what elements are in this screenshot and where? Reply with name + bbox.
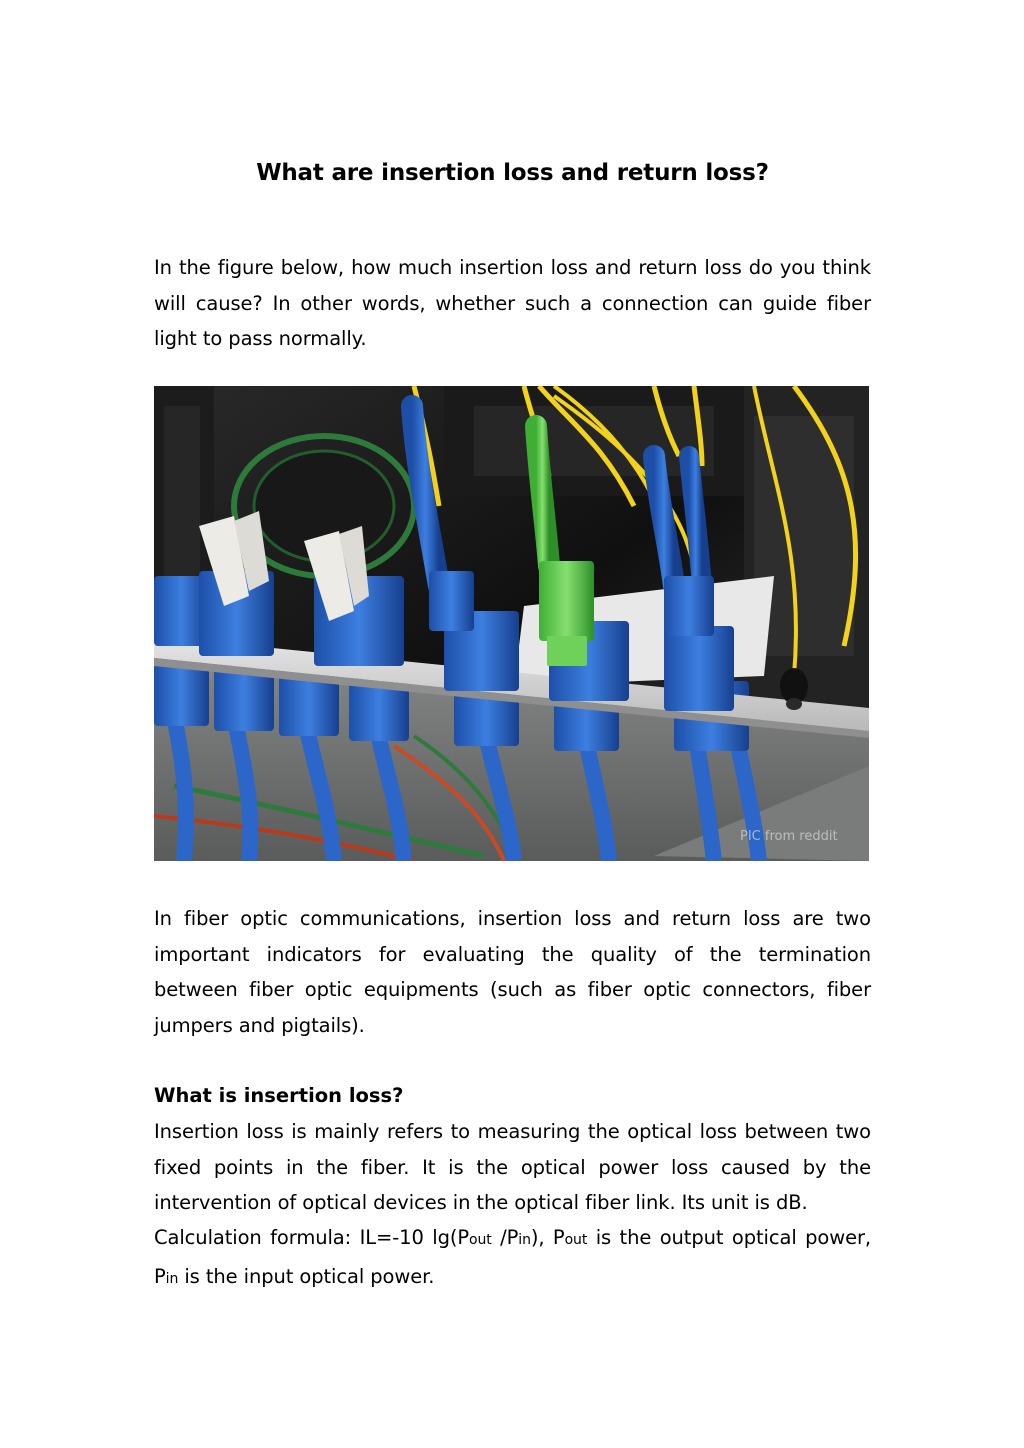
page-title: What are insertion loss and return loss? [256, 160, 769, 186]
formula-mid: /P [491, 1226, 519, 1249]
formula-desc-in: is the input optical power. [178, 1264, 435, 1288]
insertion-loss-heading: What is insertion loss? [154, 1084, 404, 1107]
formula-desc-out: is the output optical power, P [154, 1226, 872, 1288]
formula-prefix: Calculation formula: IL=-10 lg(P [154, 1226, 470, 1249]
formula-sub-in-2: in [165, 1270, 179, 1287]
formula-sub-in: in [518, 1232, 531, 1248]
photo-illustration [154, 386, 869, 861]
photo-watermark: PIC from reddit [740, 829, 838, 844]
formula-close: ), P [530, 1226, 565, 1249]
intro-paragraph: In the figure below, how much insertion loss and return loss do you think will cause? In other words, whether such a connection can guide fiber light to pass normally. [154, 256, 871, 350]
formula-sub-out: out [469, 1232, 492, 1248]
insertion-loss-formula [154, 1220, 871, 1297]
formula-sub-out-2: out [564, 1232, 588, 1248]
insertion-loss-definition: Insertion loss is mainly refers to measuring the optical loss between two fixed points in the fiber. It is the optical power loss caused by the intervention of optical devices in the optical fiber link. Its unit is dB. [154, 1120, 871, 1214]
fiber-connectors-photo [154, 386, 869, 861]
overview-paragraph: In fiber optic communications, insertion loss and return loss are two important indicators for evaluating the quality of the termination between fiber optic equipments (such as fiber optic connectors, fiber jumpers and pigtails). [154, 907, 871, 1037]
